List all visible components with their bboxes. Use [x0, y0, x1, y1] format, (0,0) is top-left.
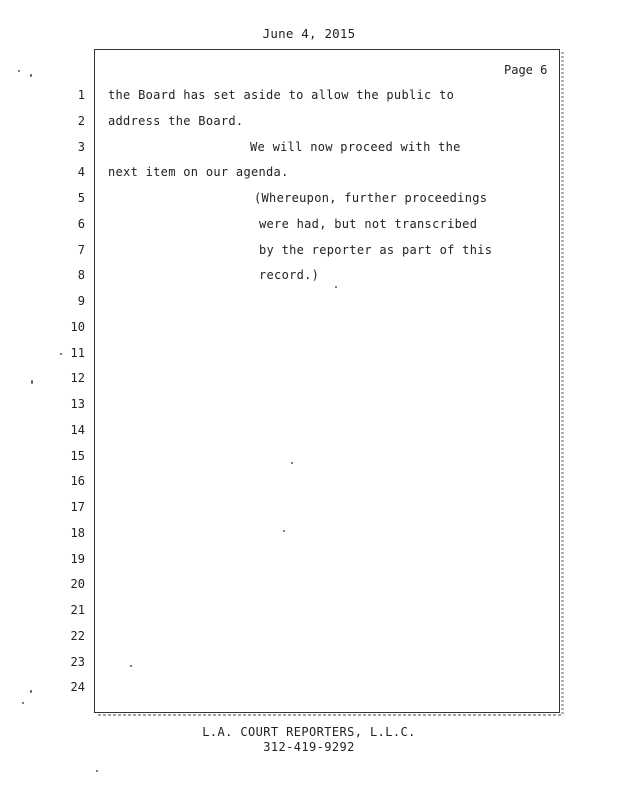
line-number: 16 — [70, 474, 85, 489]
page-number: Page 6 — [504, 63, 548, 77]
line-number: 5 — [77, 191, 85, 205]
line-number: 18 — [70, 525, 85, 540]
line-number: 13 — [70, 397, 85, 411]
line-number: 20 — [70, 577, 85, 592]
line-number: 4 — [77, 165, 85, 180]
line-number: 19 — [70, 551, 85, 566]
frame-edge-bottom — [98, 714, 562, 716]
line-text: were had, but not transcribed — [259, 216, 478, 231]
footer-phone: 312-419-9292 — [263, 740, 355, 754]
line-text: next item on our agenda. — [108, 165, 289, 180]
line-number: 6 — [77, 216, 85, 231]
scan-speck — [96, 770, 98, 772]
line-text: by the reporter as part of this — [259, 242, 493, 257]
line-text: record.) — [259, 268, 320, 283]
line-number: 21 — [70, 603, 85, 617]
scan-speck — [335, 286, 337, 288]
line-number: 24 — [70, 680, 85, 695]
header-date: June 4, 2015 — [262, 26, 356, 41]
scan-speck — [22, 702, 24, 704]
line-text: address the Board. — [108, 113, 244, 128]
scan-speck — [291, 462, 293, 464]
line-number: 14 — [70, 422, 85, 437]
scan-speck — [130, 665, 132, 667]
line-text: We will now proceed with the — [250, 139, 461, 154]
line-number: 9 — [77, 294, 85, 308]
scan-speck — [60, 353, 62, 355]
line-number: 11 — [70, 345, 85, 360]
scan-speck — [18, 70, 20, 72]
line-number: 10 — [70, 319, 85, 334]
line-number: 15 — [70, 448, 85, 463]
line-number: 22 — [70, 628, 85, 643]
line-number: 3 — [77, 139, 85, 154]
scan-speck — [30, 690, 32, 693]
frame-edge-right — [561, 52, 564, 716]
scan-speck — [31, 380, 33, 384]
line-number: 17 — [70, 500, 85, 514]
line-number: 1 — [77, 88, 85, 102]
line-text: the Board has set aside to allow the public to — [108, 88, 455, 102]
scan-speck — [30, 74, 32, 77]
line-number: 12 — [70, 371, 85, 386]
footer-company: L.A. COURT REPORTERS, L.L.C. — [202, 725, 416, 739]
line-number: 23 — [70, 654, 85, 669]
scan-speck — [283, 530, 285, 532]
line-text: (Whereupon, further proceedings — [254, 191, 488, 205]
line-number: 7 — [77, 242, 85, 257]
line-number: 8 — [77, 268, 85, 283]
line-number: 2 — [77, 113, 85, 128]
